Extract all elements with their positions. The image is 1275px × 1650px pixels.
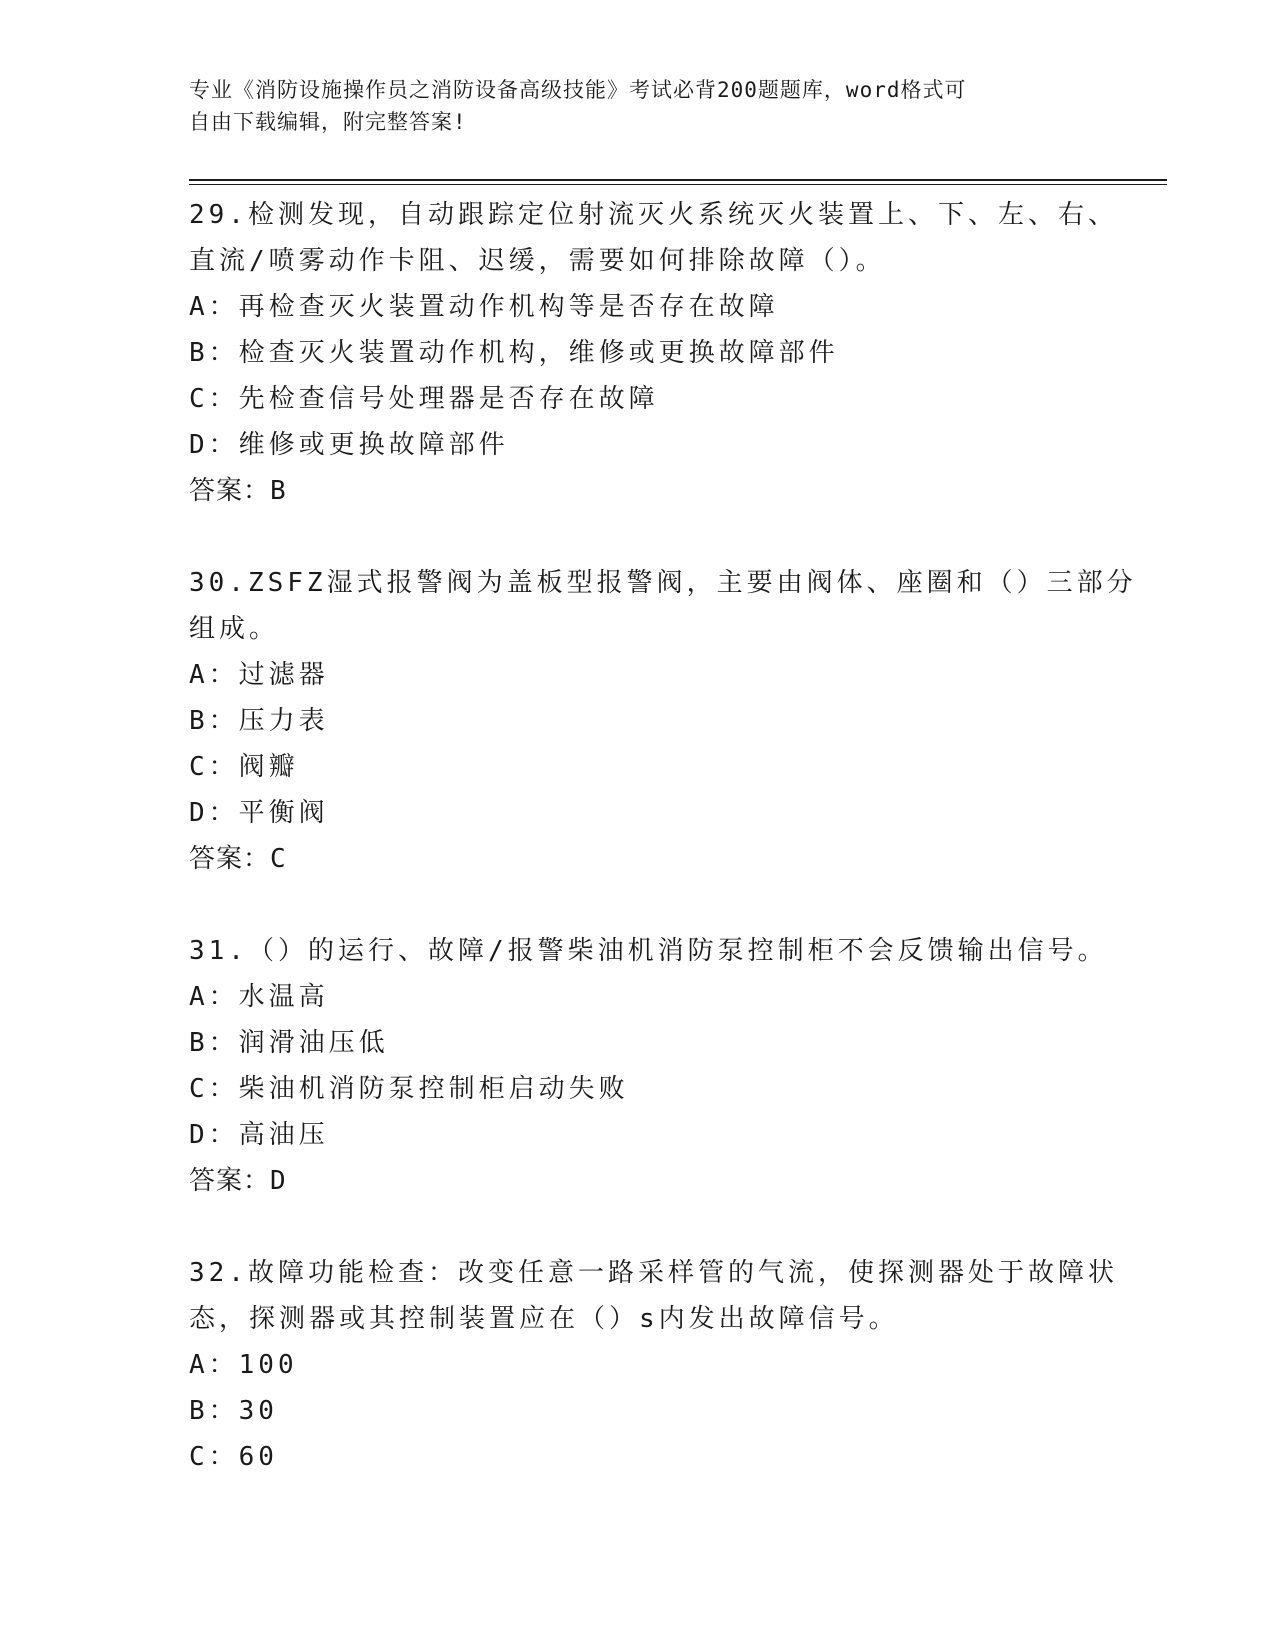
option-b: B：润滑油压低 — [189, 1028, 389, 1058]
option-b: B：压力表 — [189, 706, 329, 736]
question-spacer — [189, 882, 1109, 928]
option-c: C：60 — [189, 1442, 278, 1472]
option-b: B：检查灭火装置动作机构，维修或更换故障部件 — [189, 338, 839, 368]
option-a: A：过滤器 — [189, 660, 329, 690]
question-32 — [189, 1250, 1118, 1480]
document-header — [189, 74, 1089, 138]
question-stem-line: 32.故障功能检查：改变任意一路采样管的气流，使探测器处于故障状 — [189, 1258, 1118, 1288]
option-c: C：先检查信号处理器是否存在故障 — [189, 384, 659, 414]
option-a: A：水温高 — [189, 982, 329, 1012]
option-c: C：阀瓣 — [189, 752, 299, 782]
header-line-1: 专业《消防设施操作员之消防设备高级技能》考试必背200题题库，word格式可 — [189, 78, 967, 102]
question-stem-line: 29.检测发现，自动跟踪定位射流灭火系统灭火装置上、下、左、右、 — [189, 200, 1118, 230]
question-spacer — [189, 1204, 1109, 1250]
option-d: D：维修或更换故障部件 — [189, 430, 509, 460]
question-stem-line: 30.ZSFZ湿式报警阀为盖板型报警阀，主要由阀体、座圈和（）三部分 — [189, 568, 1137, 598]
question-31 — [189, 928, 1109, 1204]
answer-line: 答案：D — [189, 1166, 287, 1196]
header-divider-thin — [189, 184, 1167, 185]
question-stem-line: 组成。 — [189, 614, 280, 644]
option-a: A：再检查灭火装置动作机构等是否存在故障 — [189, 292, 779, 322]
question-stem-line: 态，探测器或其控制装置应在（）s内发出故障信号。 — [189, 1304, 899, 1334]
question-list — [189, 192, 1137, 1480]
question-29 — [189, 192, 1118, 514]
option-b: B：30 — [189, 1396, 278, 1426]
option-d: D：高油压 — [189, 1120, 329, 1150]
question-stem-line: 31.（）的运行、故障/报警柴油机消防泵控制柜不会反馈输出信号。 — [189, 936, 1108, 966]
option-d: D：平衡阀 — [189, 798, 329, 828]
question-spacer — [189, 514, 1109, 560]
header-divider — [189, 179, 1167, 181]
header-line-2: 自由下载编辑，附完整答案! — [189, 110, 467, 134]
option-c: C：柴油机消防泵控制柜启动失败 — [189, 1074, 629, 1104]
question-30 — [189, 560, 1137, 882]
answer-line: 答案：C — [189, 844, 287, 874]
option-a: A：100 — [189, 1350, 298, 1380]
answer-line: 答案：B — [189, 476, 287, 506]
question-stem-line: 直流/喷雾动作卡阻、迟缓，需要如何排除故障（）。 — [189, 246, 886, 276]
